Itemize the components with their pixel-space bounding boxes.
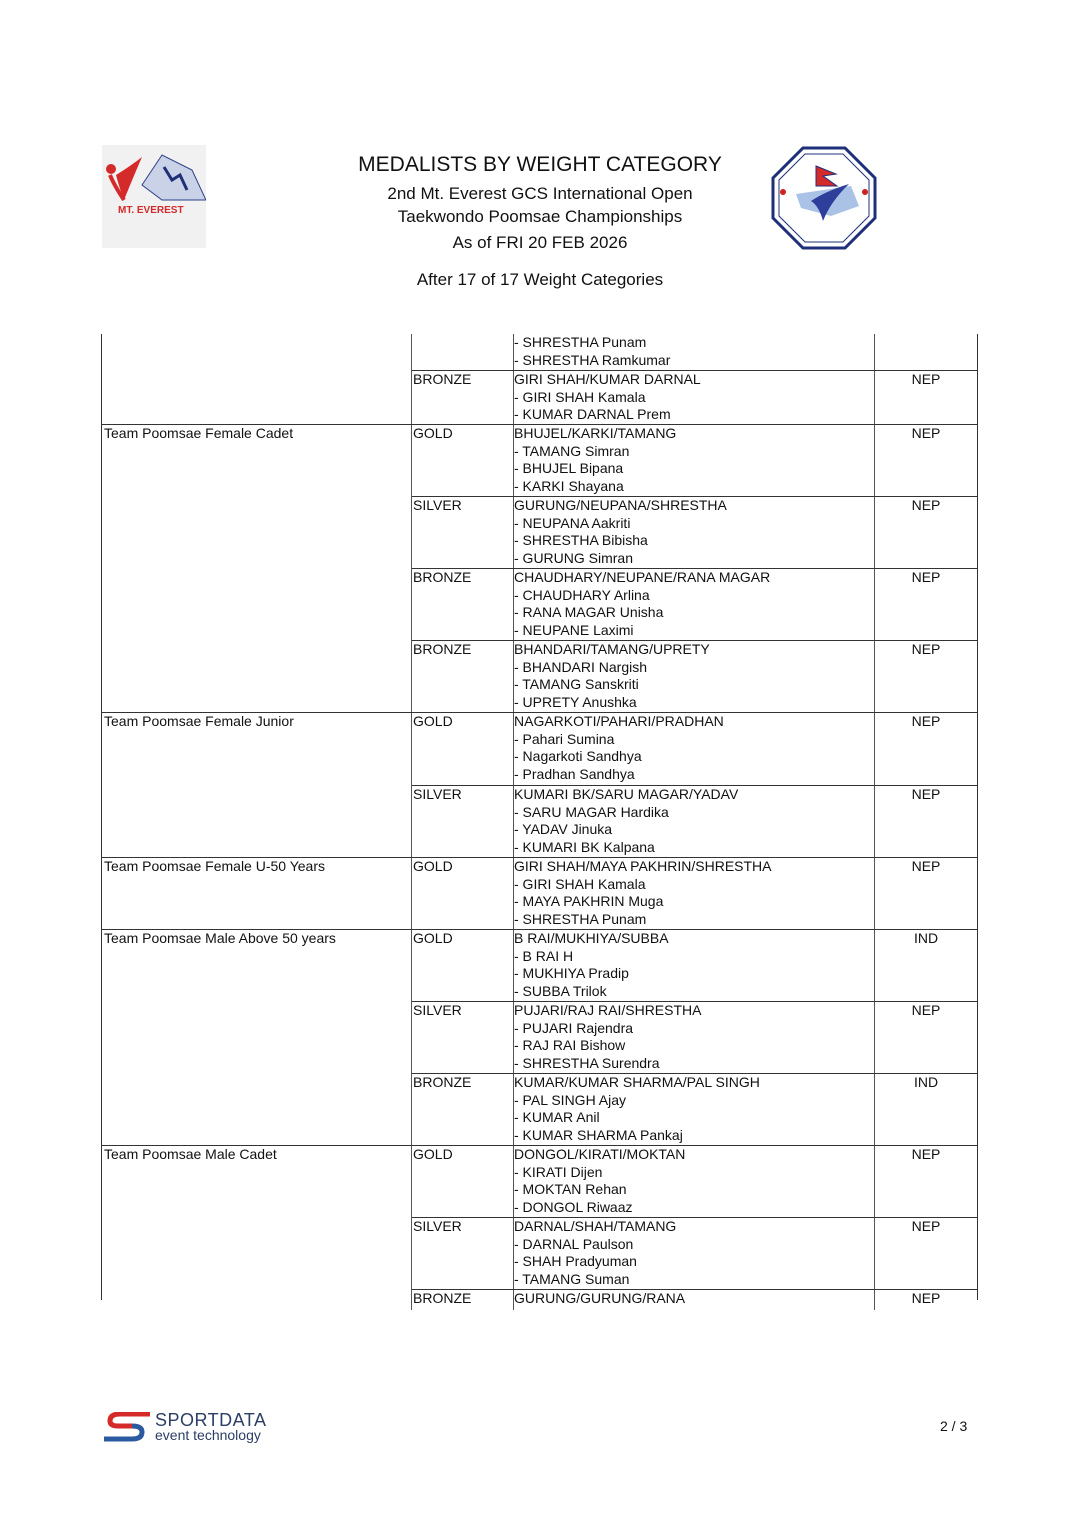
- team-name: CHAUDHARY/NEUPANE/RANA MAGAR: [514, 569, 771, 585]
- team-members: [513, 1218, 875, 1289]
- nation-code: NEP: [911, 497, 941, 513]
- medal-type: BRONZE: [413, 1074, 472, 1090]
- medal-type: BRONZE: [413, 371, 472, 387]
- member-name: - NEUPANA Aakriti: [514, 514, 631, 531]
- team-members: [513, 713, 875, 785]
- medal-type: SILVER: [413, 497, 462, 513]
- medal-type: GOLD: [413, 930, 453, 946]
- category-name: Team Poomsae Male Cadet: [104, 1146, 277, 1162]
- nation-code: IND: [913, 1074, 939, 1090]
- nation-code: NEP: [911, 1290, 941, 1306]
- medal-type: [412, 334, 513, 370]
- nation-code: NEP: [911, 713, 941, 729]
- member-name: - MAYA PAKHRIN Muga: [514, 893, 664, 910]
- medal-type: BRONZE: [413, 569, 472, 585]
- sportdata-logo: [102, 1410, 312, 1444]
- member-name: - PUJARI Rajendra: [514, 1019, 634, 1036]
- nation-code: NEP: [911, 641, 941, 657]
- team-name: DONGOL/KIRATI/MOKTAN: [514, 1146, 686, 1162]
- medal-type: SILVER: [413, 1218, 462, 1234]
- category-name: Team Poomsae Male Above 50 years: [104, 930, 336, 946]
- member-name: - CHAUDHARY Arlina: [514, 586, 650, 603]
- member-name: - SHRESTHA Punam: [514, 910, 647, 927]
- member-name: - UPRETY Anushka: [514, 693, 637, 710]
- member-name: - KUMAR Anil: [514, 1109, 600, 1126]
- table-row: [412, 334, 977, 370]
- member-name: - GIRI SHAH Kamala: [514, 388, 646, 405]
- member-name: - DONGOL Riwaaz: [514, 1198, 633, 1215]
- member-name: - BHANDARI Nargish: [514, 658, 648, 675]
- member-name: - Pahari Sumina: [514, 730, 615, 747]
- team-members: [513, 1290, 875, 1310]
- member-name: - TAMANG Sanskriti: [514, 676, 639, 693]
- nation-code: IND: [913, 930, 939, 946]
- member-name: - SHRESTHA Bibisha: [514, 532, 648, 549]
- team-members: [513, 425, 875, 496]
- member-name: - PAL SINGH Ajay: [514, 1091, 627, 1108]
- member-name: - GURUNG Simran: [514, 549, 634, 566]
- table-row: [412, 713, 977, 785]
- member-name: - Nagarkoti Sandhya: [514, 748, 642, 765]
- member-name: - MUKHIYA Pradip: [514, 965, 629, 982]
- member-name: - Pradhan Sandhya: [514, 765, 635, 782]
- team-members: [513, 497, 875, 568]
- svg-text:MT. EVEREST: MT. EVEREST: [118, 205, 184, 216]
- nation-code: NEP: [911, 425, 941, 441]
- member-name: - SHRESTHA Punam: [514, 334, 647, 350]
- table-row: [412, 640, 977, 712]
- medal-type: GOLD: [413, 425, 453, 441]
- team-members: [513, 858, 875, 929]
- table-row: [412, 1001, 977, 1073]
- team-members: [513, 641, 875, 712]
- medal-type: BRONZE: [413, 641, 472, 657]
- member-name: - BHUJEL Bipana: [514, 460, 624, 477]
- team-members: [513, 1074, 875, 1145]
- member-name: - SARU MAGAR Hardika: [514, 803, 669, 820]
- table-row: [412, 930, 977, 1001]
- category-name: Team Poomsae Female U-50 Years: [104, 858, 325, 874]
- medal-type: GOLD: [413, 858, 453, 874]
- page-number: 2 / 3: [940, 1418, 968, 1434]
- page-title: MEDALISTS BY WEIGHT CATEGORY: [358, 153, 722, 176]
- member-name: - YADAV Jinuka: [514, 821, 613, 838]
- team-name: BHANDARI/TAMANG/UPRETY: [514, 641, 710, 657]
- progress-status: After 17 of 17 Weight Categories: [416, 270, 664, 289]
- team-members: [513, 1146, 875, 1217]
- team-name: KUMARI BK/SARU MAGAR/YADAV: [514, 786, 739, 802]
- team-members: [513, 569, 875, 640]
- nation-code: NEP: [911, 1218, 941, 1234]
- nation-code: NEP: [911, 786, 941, 802]
- medal-type: BRONZE: [413, 1290, 472, 1306]
- category-group: [102, 424, 977, 712]
- team-name: DARNAL/SHAH/TAMANG: [514, 1218, 677, 1234]
- category-name: Team Poomsae Female Junior: [104, 713, 294, 729]
- nation-code: [875, 334, 977, 370]
- member-name: - SHRESTHA Surendra: [514, 1054, 660, 1071]
- table-row: [412, 425, 977, 496]
- team-members: [513, 371, 875, 424]
- sportdata-tagline: event technology: [155, 1427, 261, 1443]
- team-members: [513, 930, 875, 1001]
- member-name: - RAJ RAI Bishow: [514, 1037, 626, 1054]
- team-name: GURUNG/GURUNG/RANA: [514, 1290, 686, 1306]
- member-name: - B RAI H: [514, 947, 574, 964]
- team-name: B RAI/MUKHIYA/SUBBA: [514, 930, 669, 946]
- table-row: [412, 568, 977, 640]
- table-row: [412, 496, 977, 568]
- table-row: [412, 370, 977, 424]
- medal-type: SILVER: [413, 1002, 462, 1018]
- nation-code: NEP: [911, 1146, 941, 1162]
- team-members: [513, 1002, 875, 1073]
- member-name: - GIRI SHAH Kamala: [514, 875, 646, 892]
- category-group: [102, 712, 977, 857]
- sportdata-s-icon: [102, 1412, 154, 1442]
- team-name: PUJARI/RAJ RAI/SHRESTHA: [514, 1002, 702, 1018]
- member-name: - SHRESTHA Ramkumar: [514, 351, 671, 368]
- member-name: - SHAH Pradyuman: [514, 1253, 637, 1270]
- nepal-taekwondo-association-logo: [771, 146, 877, 250]
- medal-type: SILVER: [413, 786, 462, 802]
- team-members: [513, 334, 875, 370]
- member-name: - TAMANG Suman: [514, 1270, 630, 1287]
- member-name: - KIRATI Dijen: [514, 1163, 603, 1180]
- table-row: [412, 1289, 977, 1310]
- category-group: [102, 857, 977, 929]
- table-row: [412, 1146, 977, 1217]
- team-name: GIRI SHAH/MAYA PAKHRIN/SHRESTHA: [514, 858, 772, 874]
- nation-code: NEP: [911, 569, 941, 585]
- table-row: [412, 858, 977, 929]
- member-name: - NEUPANE Laximi: [514, 621, 634, 638]
- nation-code: NEP: [911, 858, 941, 874]
- event-name-line2: Taekwondo Poomsae Championships: [397, 207, 683, 226]
- report-date: As of FRI 20 FEB 2026: [452, 233, 628, 252]
- member-name: - RANA MAGAR Unisha: [514, 604, 664, 621]
- member-name: - KUMARI BK Kalpana: [514, 838, 655, 855]
- category-group: [102, 334, 977, 424]
- member-name: - KUMAR DARNAL Prem: [514, 406, 671, 423]
- table-row: [412, 1073, 977, 1145]
- team-members: [513, 786, 875, 857]
- category-group: [102, 1145, 977, 1310]
- sportdata-brand: SPORTDATA: [155, 1410, 267, 1430]
- member-name: - SUBBA Trilok: [514, 982, 607, 999]
- table-row: [412, 785, 977, 857]
- member-name: - KARKI Shayana: [514, 477, 624, 494]
- nation-code: NEP: [911, 371, 941, 387]
- medal-type: GOLD: [413, 1146, 453, 1162]
- event-name-line1: 2nd Mt. Everest GCS International Open: [387, 184, 693, 203]
- member-name: - DARNAL Paulson: [514, 1235, 634, 1252]
- team-name: GURUNG/NEUPANA/SHRESTHA: [514, 497, 727, 513]
- category-name: Team Poomsae Female Cadet: [104, 425, 294, 441]
- medalists-table: [101, 334, 978, 1306]
- team-name: BHUJEL/KARKI/TAMANG: [514, 425, 677, 441]
- team-name: KUMAR/KUMAR SHARMA/PAL SINGH: [514, 1074, 760, 1090]
- team-name: GIRI SHAH/KUMAR DARNAL: [514, 371, 701, 387]
- category-group: [102, 929, 977, 1145]
- team-name: NAGARKOTI/PAHARI/PRADHAN: [514, 713, 724, 729]
- medal-type: GOLD: [413, 713, 453, 729]
- member-name: - TAMANG Simran: [514, 442, 630, 459]
- table-row: [412, 1217, 977, 1289]
- nation-code: NEP: [911, 1002, 941, 1018]
- member-name: - KUMAR SHARMA Pankaj: [514, 1126, 683, 1143]
- member-name: - MOKTAN Rehan: [514, 1181, 627, 1198]
- mt-everest-logo: [102, 145, 206, 248]
